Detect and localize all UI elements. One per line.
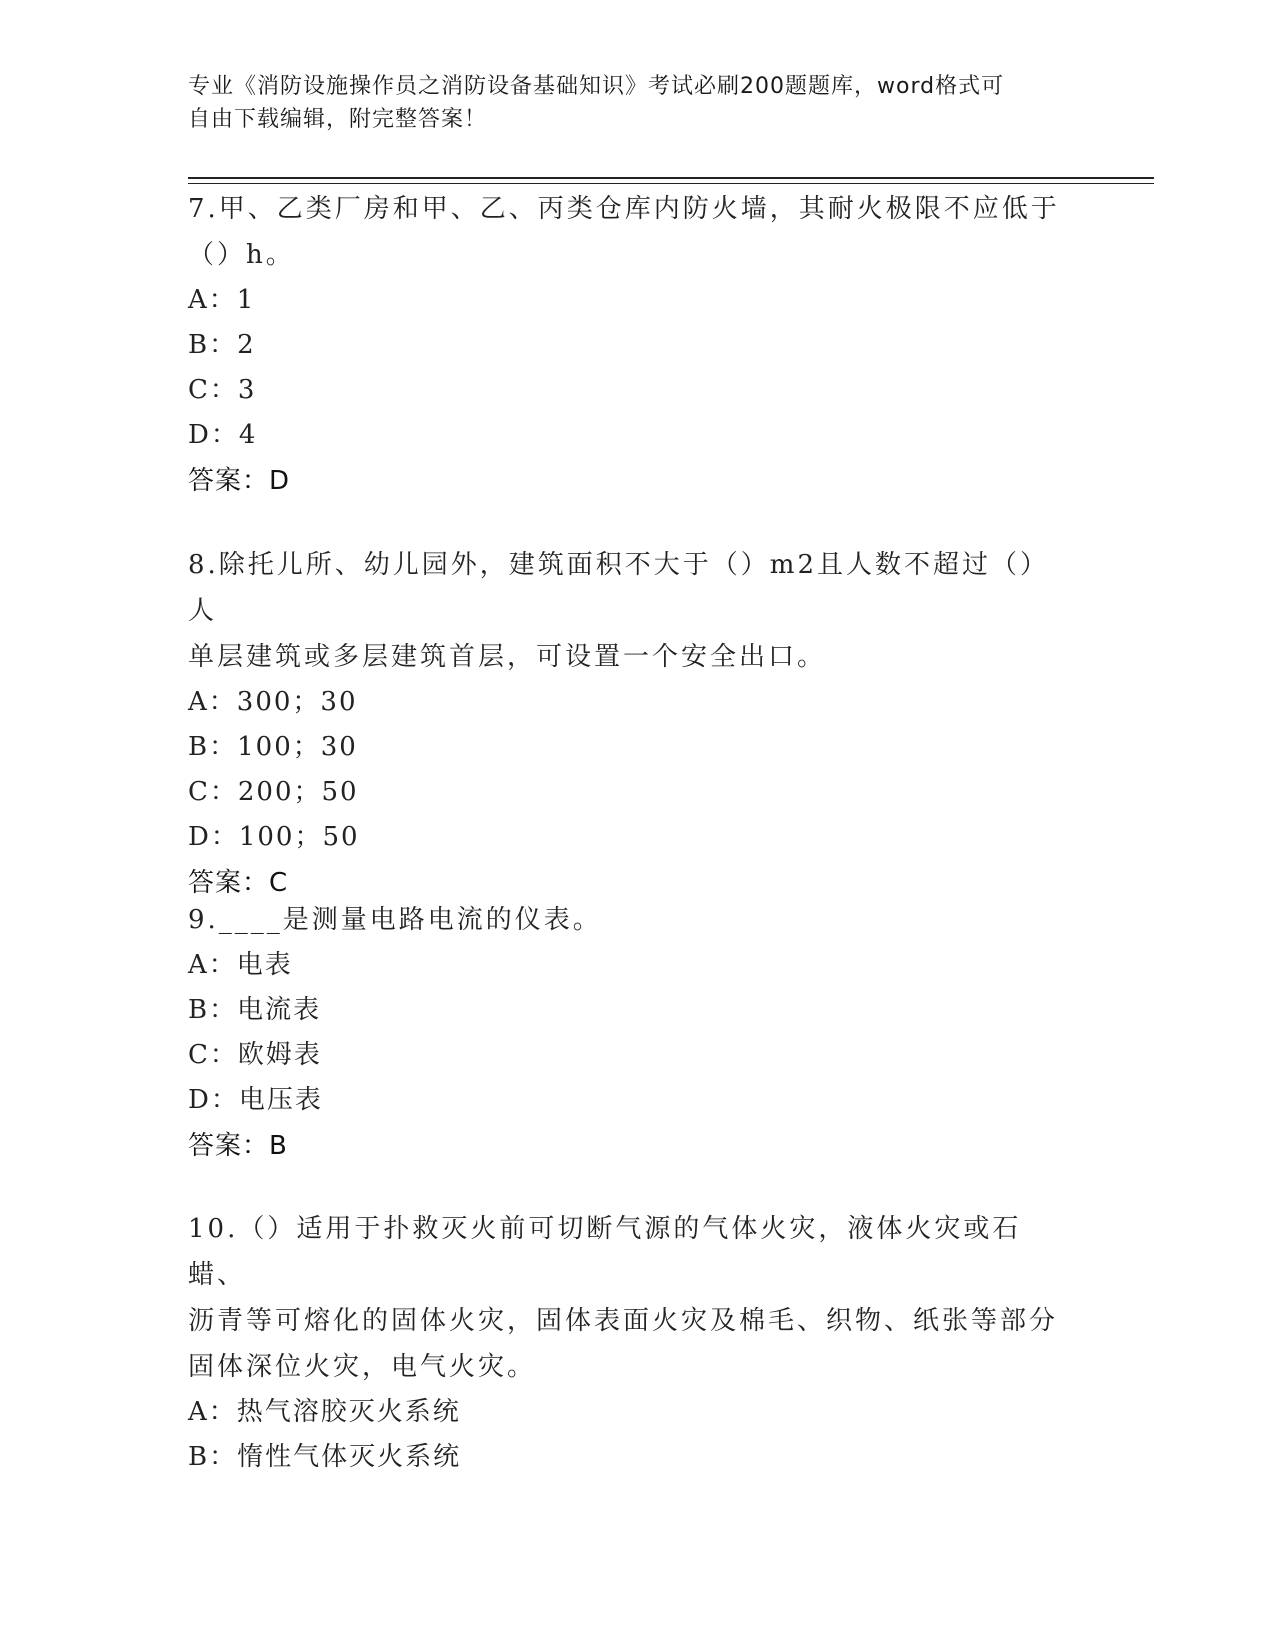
option-a: A：300；30 xyxy=(188,687,358,717)
question-stem-line: 10.（）适用于扑救灭火前可切断气源的气体火灾，液体火灾或石蜡、 xyxy=(188,1214,1022,1290)
question-stem-line: 固体深位火灾，电气火灾。 xyxy=(188,1352,537,1382)
option-d: D：电压表 xyxy=(188,1085,323,1115)
header-line-2: 自由下载编辑，附完整答案！ xyxy=(188,107,488,132)
option-c: C：200；50 xyxy=(188,777,359,807)
question-9 xyxy=(188,897,1068,1169)
question-7 xyxy=(188,186,1068,504)
option-b: B：电流表 xyxy=(188,995,322,1025)
option-a: A：1 xyxy=(188,285,256,315)
question-stem xyxy=(188,897,1068,943)
header-divider-thin xyxy=(188,183,1154,184)
question-stem xyxy=(188,186,1068,278)
option-a: A：电表 xyxy=(188,950,293,980)
question-stem-line: 7.甲、乙类厂房和甲、乙、丙类仓库内防火墙，其耐火极限不应低于 xyxy=(188,194,1060,224)
question-stem-line: 单层建筑或多层建筑首层，可设置一个安全出口。 xyxy=(188,642,827,672)
question-stem-line: 沥青等可熔化的固体火灾，固体表面火灾及棉毛、织物、纸张等部分 xyxy=(188,1306,1059,1336)
option-d: D：4 xyxy=(188,420,258,450)
question-stem-line: 8.除托儿所、幼儿园外，建筑面积不大于（）m2且人数不超过（）人 xyxy=(188,550,1050,626)
question-stem xyxy=(188,542,1068,680)
question-stem-line: （）h。 xyxy=(188,240,295,270)
option-c: C：欧姆表 xyxy=(188,1040,322,1070)
header-divider-thick xyxy=(188,177,1154,179)
question-stem-line: 9.____是测量电路电流的仪表。 xyxy=(188,905,602,935)
option-c: C：3 xyxy=(188,375,257,405)
option-a: A：热气溶胶灭火系统 xyxy=(188,1397,461,1427)
question-8 xyxy=(188,542,1068,906)
header-line-1: 专业《消防设施操作员之消防设备基础知识》考试必刷200题题库，word格式可 xyxy=(188,74,1005,99)
answer: 答案：C xyxy=(188,868,289,898)
question-stem xyxy=(188,1206,1068,1390)
option-b: B：2 xyxy=(188,330,256,360)
option-d: D：100；50 xyxy=(188,822,360,852)
answer: 答案：D xyxy=(188,466,291,496)
document-header xyxy=(188,70,1068,136)
option-b: B：惰性气体灭火系统 xyxy=(188,1442,462,1472)
question-10 xyxy=(188,1206,1068,1480)
answer: 答案：B xyxy=(188,1131,288,1161)
option-b: B：100；30 xyxy=(188,732,358,762)
